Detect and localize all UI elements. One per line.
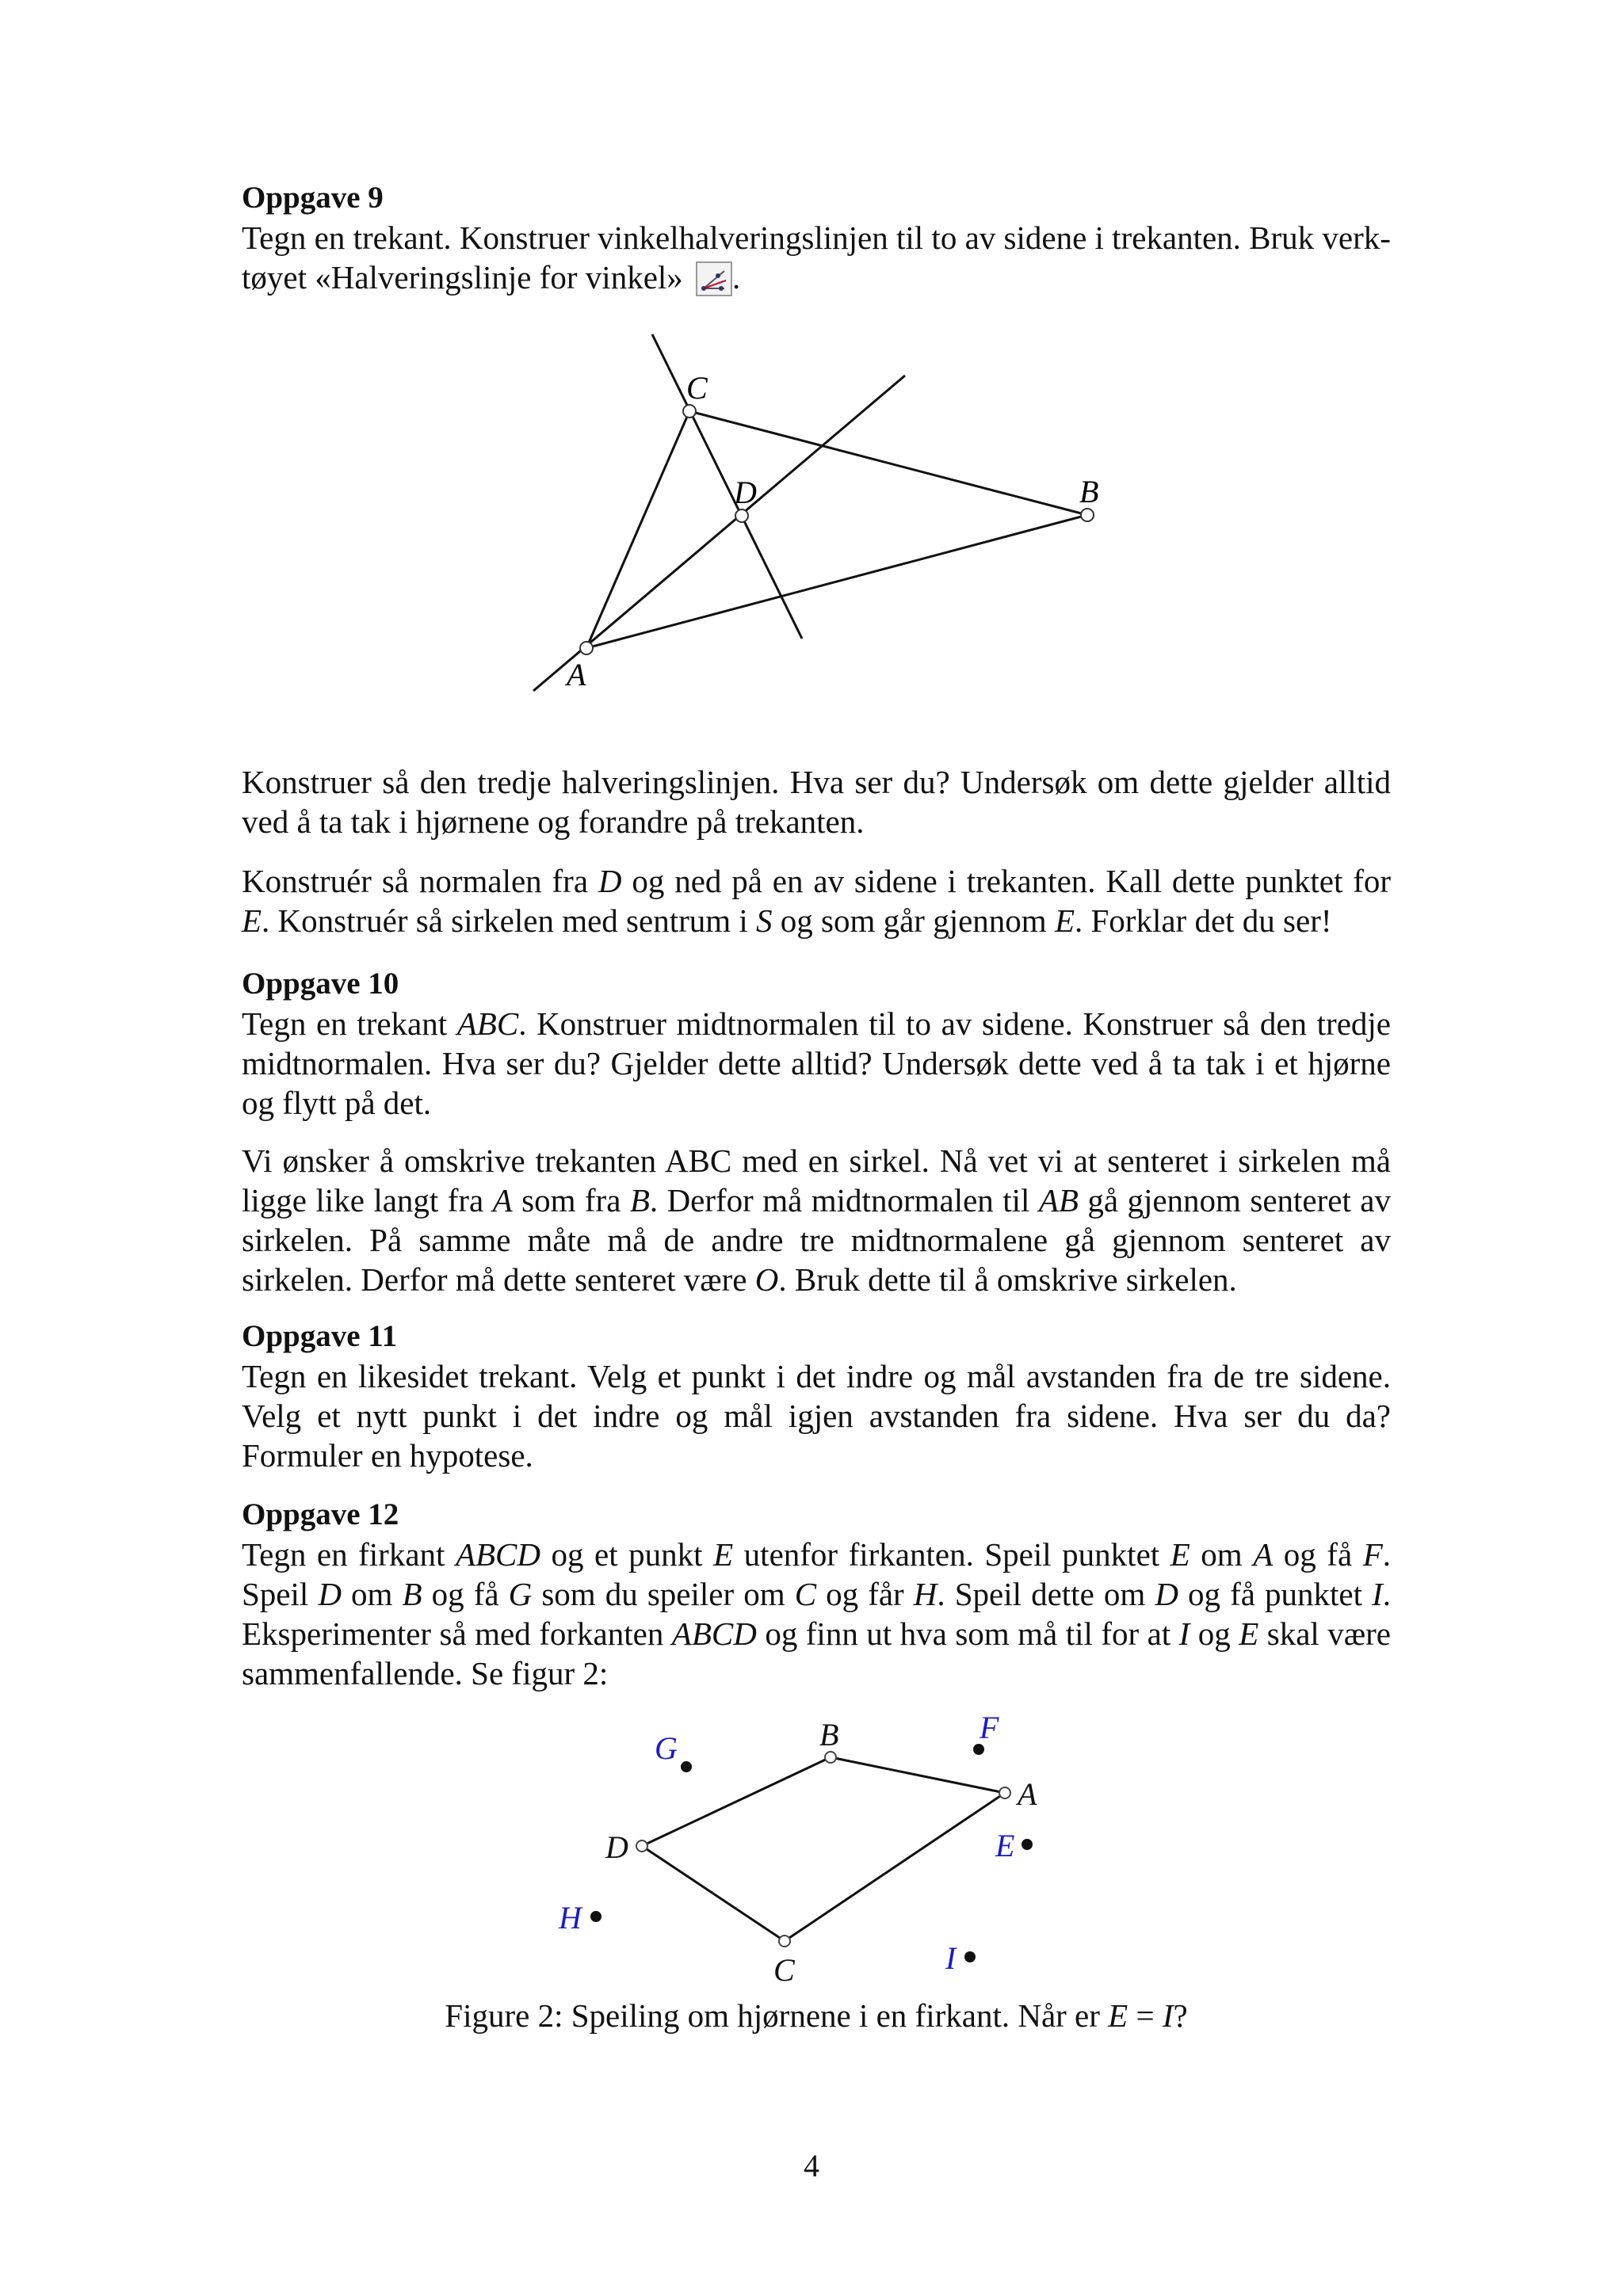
point-d [735,509,748,522]
task11-heading: Oppgave 11 [242,1319,398,1353]
task9-heading: Oppgave 9 [242,181,384,215]
label-f: F [980,1710,999,1745]
point-a [999,1787,1010,1798]
label-c: C [686,370,708,406]
label-a: A [1018,1776,1037,1812]
label-h: H [559,1900,582,1936]
task9-p1-line2: tøyet «Halveringslinje for vinkel» [242,259,683,296]
point-i [964,1951,976,1962]
label-b: B [1079,474,1099,509]
label-d: D [734,475,757,510]
point-b [1081,509,1094,521]
angle-bisector-figure [507,325,1141,705]
task9-paragraph-3: Konstruér så normalen fra D og ned på en av sidene i trekanten. Kall dette punktet for E. Konstruér så sirkelen med sentrum i S og som går gjennom E. Forklar det du ser! [242,863,1391,939]
point-g [681,1761,692,1772]
task10-paragraph-2: Vi ønsker å omskrive trekanten ABC med en sirkel. Nå vet vi at senteret i sirkelen må ligge like langt fra A som fra B. Derfor må midtnormalen til AB gå gjennom senteret av sirkelen. På samme måte må de andre tre midtnormalene gå gjennom senteret av sirkelen. Derfor må dette senteret være O. Bruk dette til å omskrive sirkelen. [242,1142,1391,1298]
figure-2-caption: Figure 2: Speiling om hjørnene i en firkant. Når er E = I? [445,1997,1188,2034]
task10-heading: Oppgave 10 [242,967,399,1001]
task11-paragraph-1: Tegn en likesidet trekant. Velg et punkt i det indre og mål avstanden fra de tre sidene. Velg et nytt punkt i det indre og mål igjen avstanden fra sidene. Hva ser du da? Formuler en hypotese. [242,1358,1391,1474]
bisector-c [652,334,802,639]
label-c: C [773,1952,795,1988]
quadrilateral-abcd [642,1757,1005,1941]
point-c [779,1936,790,1947]
point-c [683,405,696,418]
reflection-figure [539,1703,1078,1989]
angle-bisector-tool-icon [696,261,732,296]
point-f [973,1744,984,1755]
label-g: G [655,1730,678,1766]
point-b [825,1752,836,1763]
label-i: I [945,1940,957,1976]
point-d [636,1840,647,1852]
task12-paragraph-1: Tegn en firkant ABCD og et punkt E utenfor firkanten. Speil punktet E om A og få F. Speil D om B og få G som du speiler om C og får H. Speil dette om D og få punktet I. Eksperimenter så med forkanten ABCD og finn ut hva som må til for at I og E skal være sammenfallende. Se figur 2: [242,1536,1391,1691]
point-a [580,642,593,654]
task9-paragraph-1 [242,218,1391,297]
side-ac [586,411,689,648]
point-h [590,1911,601,1922]
task10-paragraph-1: Tegn en trekant ABC. Konstruer midtnormalen til to av sidene. Konstruer så den tredje midtnormalen. Hva ser du? Gjelder dette alltid? Undersøk dette ved å ta tak i et hjørne og flytt på det. [242,1005,1391,1121]
task9-p1-line1: Tegn en trekant. Konstruer vinkelhalveringslinjen til to av sidene i trekanten. Bruk verk- [242,219,1391,256]
label-a: A [567,657,586,692]
task12-heading: Oppgave 12 [242,1497,399,1531]
label-d: D [605,1829,628,1865]
label-b: B [819,1717,839,1753]
page-number: 4 [804,2148,819,2183]
task9-p1-period: . [732,259,741,296]
task9-paragraph-2: Konstruer så den tredje halveringslinjen. Hva ser du? Undersøk om dette gjelder alltid ved å ta tak i hjørnene og forandre på trekanten. [242,764,1391,840]
label-e: E [995,1828,1015,1863]
point-e [1022,1839,1033,1850]
